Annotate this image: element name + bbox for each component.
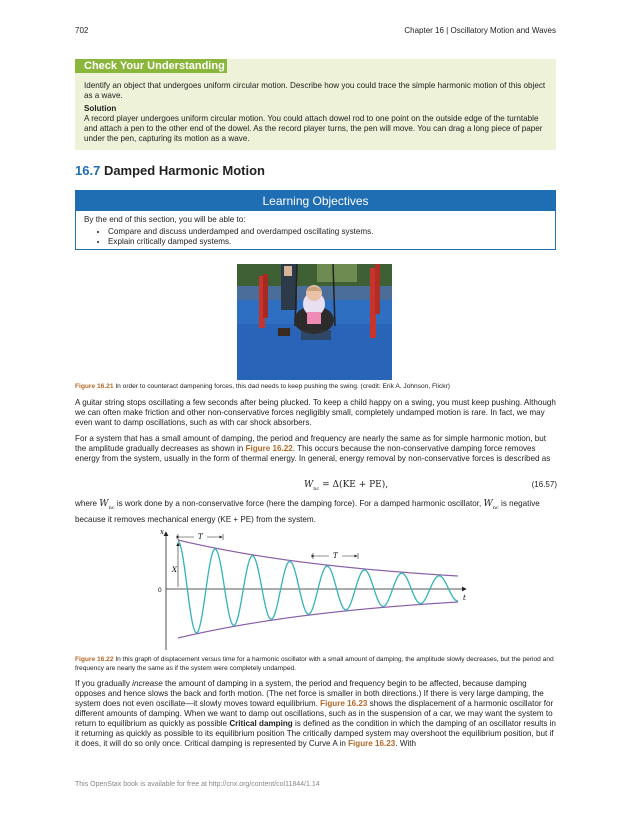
figure-22-caption-text: In this graph of displacement versus time for a harmonic oscillator with a small amount of damping, the amplitude slowly decreases, but the period and frequency are nearly the same as if the system were completely undamped. (75, 656, 554, 672)
y-axis-label: x (160, 528, 164, 536)
paragraph-text: is negative because it removes mechanical energy (KE + PE) from the system. (75, 499, 540, 524)
paragraph-critical-damping (75, 679, 557, 749)
check-your-understanding-title: Check Your Understanding (75, 59, 227, 73)
swing-photo (237, 264, 392, 380)
solution-label: Solution (84, 104, 117, 113)
paragraph-text: . With (395, 739, 417, 748)
footer-note: This OpenStax book is available for free at http://cnx.org/content/col11844/1.14 (75, 781, 320, 788)
learning-objectives-box (75, 190, 556, 250)
paragraph-text: is work done by a non-conservative force (here the damping force). For a damped harmonic oscillator, (114, 499, 484, 508)
paragraph-guitar: A guitar string stops oscillating a few seconds after being plucked. To keep a child happy on a swing, you must keep pushing. Although we can often make friction and other non-conservative forces negligibly small, completely undamped motion is rare. In fact, we may even want to damp oscillations, such as with car shock absorbers. (75, 398, 556, 427)
critical-damping-term: Critical damping (229, 719, 293, 728)
paragraph-emphasis: increase (132, 679, 163, 688)
learning-objective-item: • Compare and discuss underdamped and overdamped oscillating systems. (108, 227, 373, 237)
figure-22-label: Figure 16.22 (75, 656, 114, 663)
paragraph-where (75, 498, 557, 526)
x-axis-label: t (463, 594, 466, 602)
figure-16-22-link[interactable]: Figure 16.22 (245, 444, 293, 453)
period-marker-1 (178, 533, 223, 541)
paragraph-text: shows the displacement of a harmonic oscillator for different amounts of damping. When we want to damp out oscillations, such as in the suspension of a car, we may want the system to return to equilibrium as quickly as possible (75, 699, 554, 728)
equation-number: (16.57) (531, 480, 557, 489)
upper-envelope (178, 540, 458, 576)
period-marker-2 (313, 552, 358, 560)
equation-body (304, 480, 388, 492)
paragraph-text: If you gradually (75, 679, 133, 688)
amplitude-label: X (172, 566, 177, 574)
paragraph-text: For a system that has a small amount of damping, the period and frequency are nearly the same as for simple harmonic motion, but the amplitude gradually decreases as shown in (75, 434, 547, 453)
page-number: 702 (75, 26, 89, 35)
figure-16-23-link[interactable]: Figure 16.23 (348, 739, 396, 748)
eq-rhs: = Δ(KE + PE), (319, 480, 389, 490)
figure-16-23-link[interactable]: Figure 16.23 (320, 699, 368, 708)
period-label-2: T (333, 552, 338, 560)
figure-21-caption (75, 382, 557, 391)
equation-16-57 (75, 480, 557, 494)
period-label-1: T (198, 533, 203, 541)
swing-photo-illustration (237, 264, 392, 380)
wnc-symbol (99, 499, 114, 509)
wnc-letter: W (99, 499, 109, 509)
eq-lhs-symbol: W (304, 480, 314, 490)
wnc-subscript: nc (492, 504, 499, 511)
lower-envelope (178, 602, 458, 638)
section-title-text: Damped Harmonic Motion (103, 163, 266, 178)
check-your-understanding-box (75, 59, 556, 150)
learning-objectives-title: Learning Objectives (76, 191, 555, 211)
figure-22-caption (75, 655, 557, 673)
paragraph-text: where (75, 499, 100, 508)
section-number: 16.7 (75, 163, 101, 178)
paragraph-text: the amount of damping in a system, the period and frequency begin to be affected, because damping opposes and hence slows the back and forth motion. (The net force is smaller in both directions.) If there is very large damping, the system does not even oscillate—it slowly moves toward equilibrium. (75, 679, 544, 708)
wnc-subscript: nc (108, 504, 115, 511)
wnc-symbol (484, 499, 499, 509)
solution-text: A record player undergoes uniform circular motion. You could attach dowel rod to one point on the outside edge of the turntable and attach a pen to the other end of the dowel. As the record player turns, the pen will move. You can drag a long piece of paper under the pen, capturing its motion as a wave. (84, 114, 543, 143)
oscillation-curve (178, 541, 458, 633)
learning-objectives-list (98, 227, 373, 247)
paragraph-text: is defined as the condition in which the damping of an oscillator results in it returning as quickly as possible to its equilibrium position The critically damped system may overshoot the equilibrium position, but if it does, it will do so only once. Critical damping is represented by Curve A in (75, 719, 556, 748)
check-question: Identify an object that undergoes uniform circular motion. Describe how you could trace the simple harmonic motion of this object as a wave. (84, 81, 546, 100)
learning-objective-item: • Explain critically damped systems. (108, 237, 373, 247)
learning-objectives-intro: By the end of this section, you will be able to: (84, 215, 246, 224)
paragraph-small-damping (75, 434, 557, 464)
damped-oscillation-graph (158, 528, 478, 653)
damped-oscillation-svg (158, 528, 478, 653)
figure-21-label: Figure 16.21 (75, 383, 114, 390)
chapter-header: Chapter 16 | Oscillatory Motion and Waves (404, 26, 556, 35)
paragraph-text: . This occurs because the non-conservative damping force removes energy from the system, usually in the form of thermal energy. In general, energy removal by non-conservative forces is described as (75, 444, 551, 463)
figure-21-caption-text: In order to counteract dampening forces, this dad needs to keep pushing the swing. (credit: Erik A. Johnson, Flickr) (113, 383, 450, 390)
wnc-letter: W (483, 499, 493, 509)
section-title (75, 163, 265, 178)
eq-lhs-subscript: nc (313, 485, 320, 492)
origin-label: 0 (158, 587, 162, 594)
